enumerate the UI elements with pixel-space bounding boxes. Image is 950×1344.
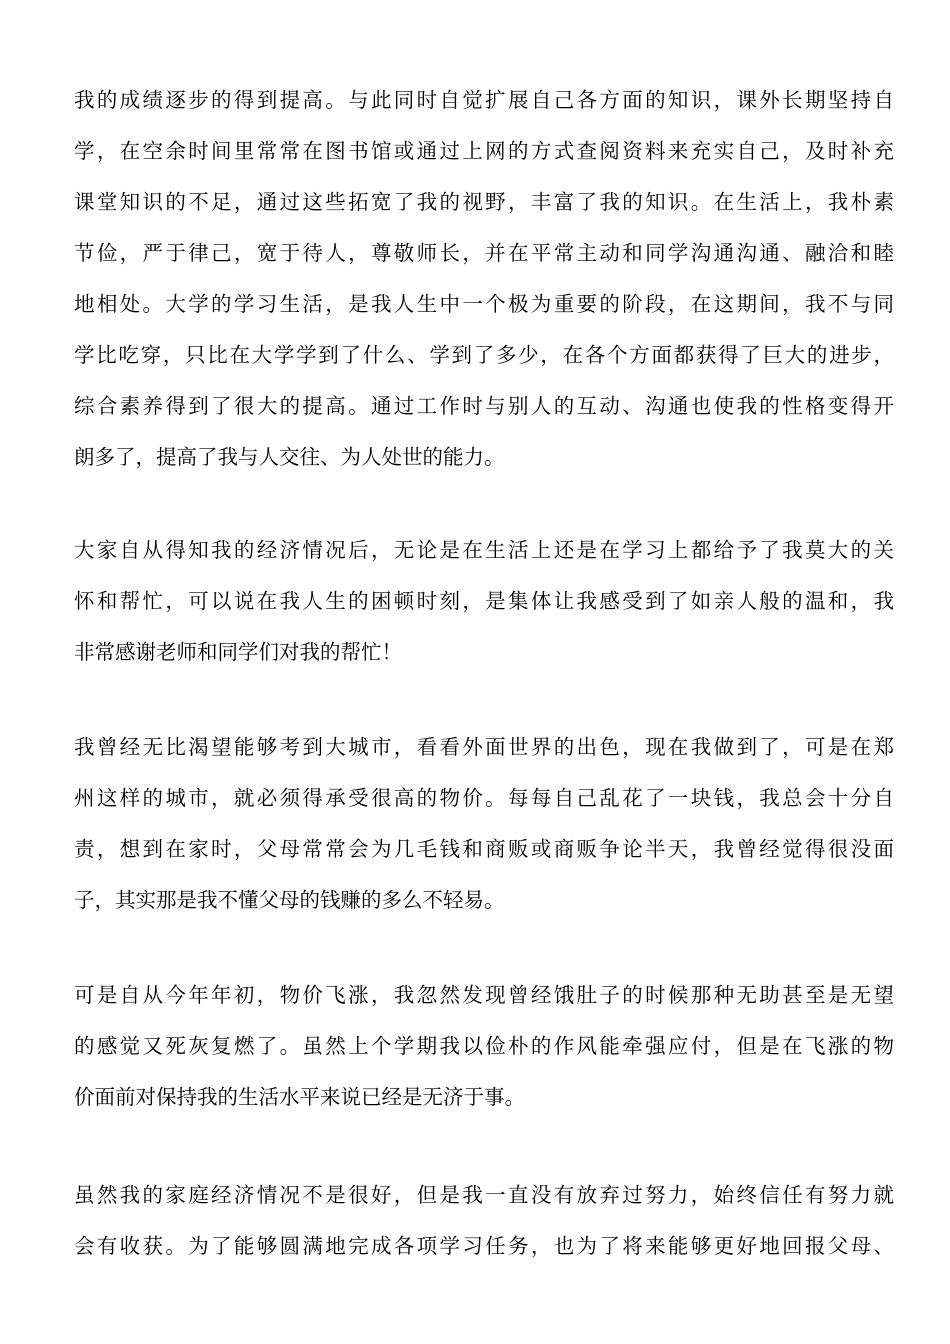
paragraph-5 — [74, 1170, 894, 1272]
text-line: 我的成绩逐步的得到提高。与此同时自觉扩展自己各方面的知识，课外长期坚持自 — [74, 88, 894, 112]
text-line: 综合素养得到了很大的提高。通过工作时与别人的互动、沟通也使我的性格变得开 — [74, 394, 894, 418]
paragraph-2 — [74, 525, 894, 678]
text-line: 地相处。大学的学习生活，是我人生中一个极为重要的阶段，在这期间，我不与同 — [74, 292, 894, 316]
text-line: 会有收获。为了能够圆满地完成各项学习任务，也为了将来能够更好地回报父母、 — [74, 1234, 894, 1258]
text-line: 学，在空余时间里常常在图书馆或通过上网的方式查阅资料来充实自己，及时补充 — [74, 139, 894, 163]
text-line: 可是自从今年年初，物价飞涨，我忽然发现曾经饿肚子的时候那种无助甚至是无望 — [74, 983, 894, 1007]
text-line: 子，其实那是我不懂父母的钱赚的多么不轻易。 — [74, 888, 505, 912]
paragraph-4 — [74, 970, 894, 1123]
text-line: 怀和帮忙，可以说在我人生的困顿时刻，是集体让我感受到了如亲人般的温和，我 — [74, 589, 894, 613]
text-line: 责，想到在家时，父母常常会为几毛钱和商贩或商贩争论半天，我曾经觉得很没面 — [74, 837, 894, 861]
text-line: 价面前对保持我的生活水平来说已经是无济于事。 — [74, 1085, 525, 1109]
text-line: 朗多了，提高了我与人交往、为人处世的能力。 — [74, 445, 505, 469]
text-line: 的感觉又死灰复燃了。虽然上个学期我以俭朴的作风能牵强应付，但是在飞涨的物 — [74, 1034, 894, 1058]
text-line: 州这样的城市，就必须得承受很高的物价。每每自己乱花了一块钱，我总会十分自 — [74, 786, 894, 810]
text-line: 大家自从得知我的经济情况后，无论是在生活上还是在学习上都给予了我莫大的关 — [74, 538, 894, 562]
text-line: 节俭，严于律己，宽于待人，尊敬师长，并在平常主动和同学沟通沟通、融洽和睦 — [74, 241, 894, 265]
paragraph-3 — [74, 722, 894, 926]
text-line: 非常感谢老师和同学们对我的帮忙！ — [74, 640, 402, 664]
text-line: 我曾经无比渴望能够考到大城市，看看外面世界的出色，现在我做到了，可是在郑 — [74, 735, 894, 759]
text-line: 虽然我的家庭经济情况不是很好，但是我一直没有放弃过努力，始终信任有努力就 — [74, 1183, 894, 1207]
paragraph-1 — [74, 75, 894, 483]
text-line: 学比吃穿，只比在大学学到了什么、学到了多少，在各个方面都获得了巨大的进步， — [74, 343, 894, 367]
text-line: 课堂知识的不足，通过这些拓宽了我的视野，丰富了我的知识。在生活上，我朴素 — [74, 190, 894, 214]
